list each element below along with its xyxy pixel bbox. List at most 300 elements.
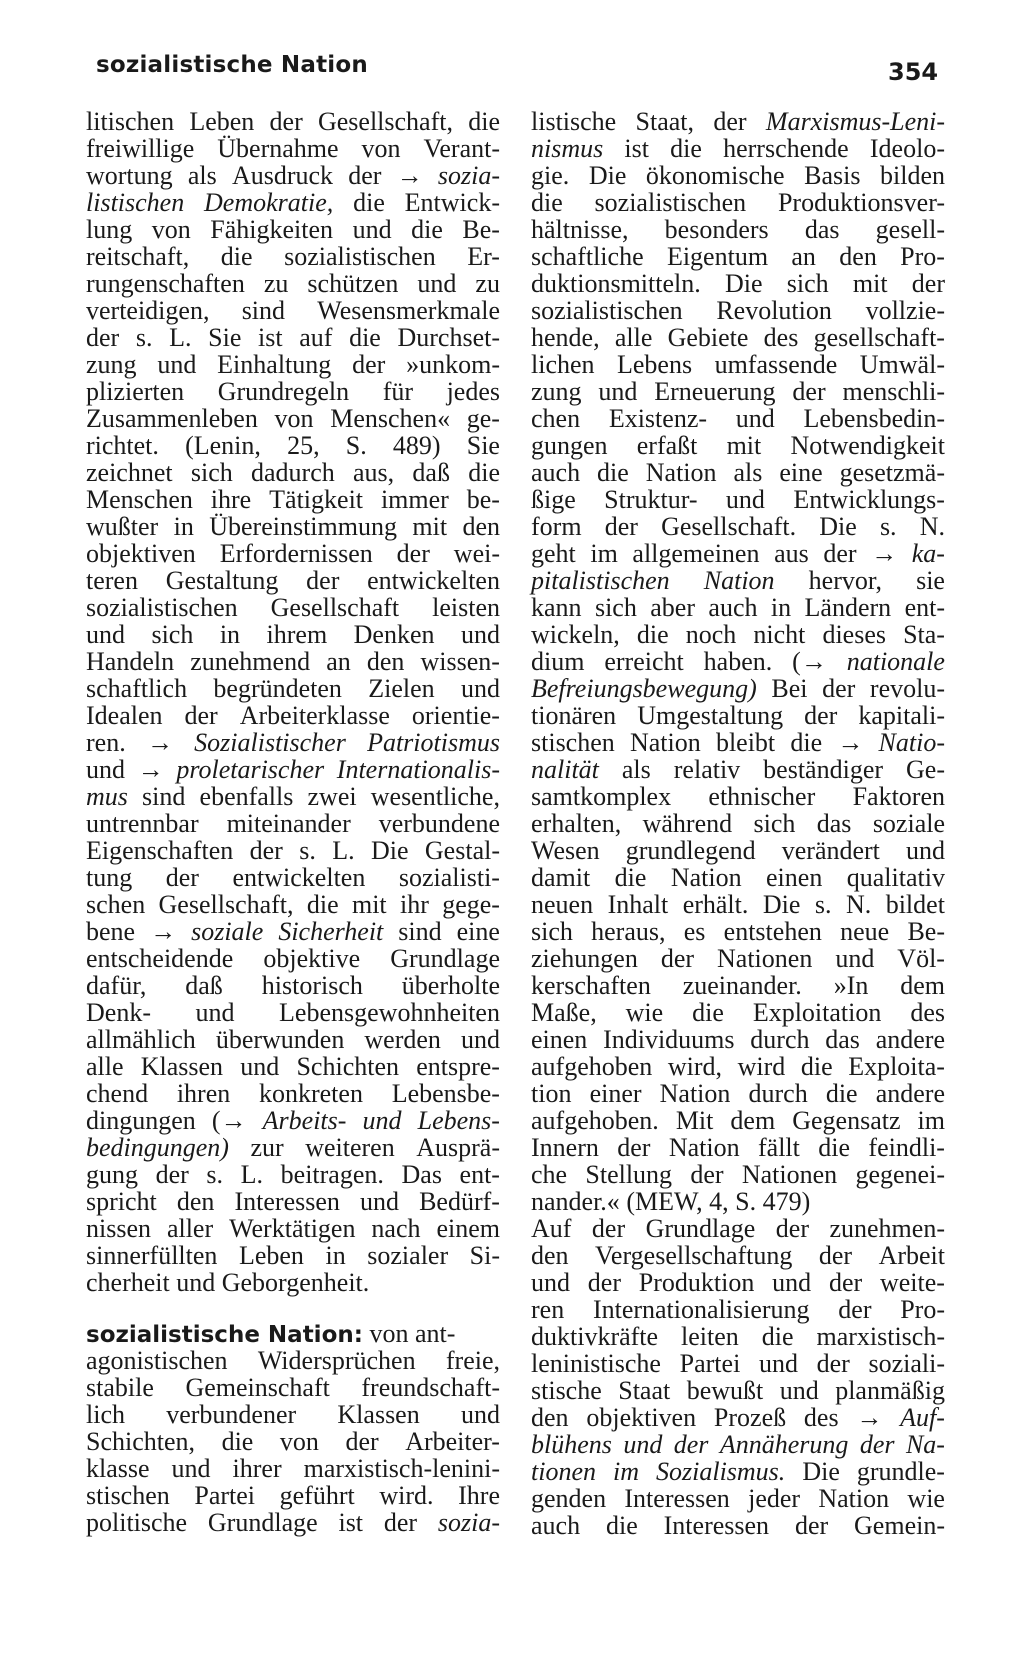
word: Gesellschaft. <box>661 512 797 541</box>
word: plizierten <box>86 377 185 406</box>
word: den <box>531 1241 569 1270</box>
word: sind <box>142 782 186 811</box>
word: → <box>150 917 177 946</box>
word: aufgehoben. <box>531 1106 659 1135</box>
word: Leben <box>189 107 255 136</box>
word: wie <box>625 998 664 1027</box>
word: der <box>591 1214 626 1243</box>
word: wie <box>907 1484 945 1513</box>
text-line <box>531 1161 945 1188</box>
text-line <box>531 1053 945 1080</box>
word: besonders <box>664 215 769 244</box>
word: zu <box>263 269 289 298</box>
text-line <box>531 270 945 297</box>
word: Eigentum <box>666 242 769 271</box>
word: leninistische <box>531 1349 661 1378</box>
word: Erfordernissen <box>219 539 373 568</box>
word: ent- <box>459 1160 500 1189</box>
word: soziale <box>872 809 945 838</box>
word: durch <box>750 1025 810 1054</box>
word: Vergesellschaftung <box>595 1241 793 1270</box>
word: feindli- <box>868 1133 945 1162</box>
text-line <box>531 432 945 459</box>
word: chen <box>531 404 581 433</box>
word: Entwicklungs- <box>793 485 945 514</box>
word: grundlegend <box>625 836 756 865</box>
word: (→ <box>211 1106 247 1135</box>
text-line <box>531 972 945 999</box>
text-line <box>86 324 500 351</box>
text-line <box>86 270 500 297</box>
word: entwickelten <box>367 566 500 595</box>
word: der <box>823 539 857 568</box>
word: Individuums <box>603 1025 735 1054</box>
text-line <box>531 297 945 324</box>
word: Zusammenleben <box>86 404 258 433</box>
text-line <box>86 1347 500 1374</box>
word: bewußt <box>686 1376 764 1405</box>
word: orientie- <box>411 701 500 730</box>
word: der <box>838 1295 872 1324</box>
word: vollzie- <box>865 296 945 325</box>
word: menschli- <box>842 377 945 406</box>
word: bedingungen) <box>86 1133 229 1162</box>
word: die <box>221 1427 254 1456</box>
text-line <box>531 675 945 702</box>
word: Tätigkeit <box>269 485 364 514</box>
word: Die <box>588 161 627 190</box>
word: das <box>816 809 852 838</box>
word: Lebensbedin- <box>803 404 945 433</box>
word: sind <box>241 296 286 325</box>
word: nach <box>371 1214 421 1243</box>
word: entscheidende <box>86 944 234 973</box>
word: hervor, <box>808 566 882 595</box>
text-line <box>86 945 500 972</box>
word: stabile <box>86 1373 154 1402</box>
word: Werktätigen <box>229 1214 356 1243</box>
word: nismus <box>531 134 604 163</box>
word: ist <box>624 134 649 163</box>
right-column-text <box>531 108 945 1539</box>
text-line <box>86 567 500 594</box>
word: heraus, <box>591 917 666 946</box>
word: ist <box>338 1508 364 1537</box>
word: die <box>411 215 443 244</box>
text-line <box>531 1512 945 1539</box>
word: ge- <box>466 404 500 433</box>
word: ethnischer <box>708 782 816 811</box>
word: rungenschaften <box>86 269 245 298</box>
word: → <box>856 1403 883 1432</box>
word: weite- <box>879 1268 945 1297</box>
word: dadurch <box>251 458 335 487</box>
word: und <box>460 1400 500 1429</box>
word: der <box>794 1511 829 1540</box>
text-line <box>531 756 945 783</box>
word: Nation <box>818 1484 890 1513</box>
word: Nation <box>659 1079 731 1108</box>
text-line <box>86 1053 500 1080</box>
word: samtkomplex <box>531 782 672 811</box>
word: in <box>173 512 194 541</box>
text-line <box>531 1350 945 1377</box>
text-line <box>86 162 500 189</box>
word: Sta- <box>903 620 945 649</box>
word: es <box>683 917 706 946</box>
word: der <box>348 161 382 190</box>
word: die <box>468 107 500 136</box>
text-line <box>531 135 945 162</box>
word: Ausdruck <box>231 161 334 190</box>
word: Die <box>762 890 801 919</box>
text-line <box>531 837 945 864</box>
word: Idealen <box>86 701 163 730</box>
word: des <box>763 323 799 352</box>
word: S. <box>735 1187 757 1216</box>
word: Stellung <box>585 1160 673 1189</box>
word: Schichten <box>296 1052 399 1081</box>
word: zwei <box>307 782 357 811</box>
text-line <box>531 1269 945 1296</box>
word: der <box>828 1268 863 1297</box>
word: Das <box>401 1160 442 1189</box>
word: blühens <box>531 1430 612 1459</box>
text-line <box>86 918 500 945</box>
word: relativ <box>673 755 741 784</box>
text-line <box>531 729 945 756</box>
word: der <box>818 1241 853 1270</box>
word: Gestal- <box>424 836 500 865</box>
word: Arbeiter- <box>405 1427 500 1456</box>
word: ka- <box>911 539 945 568</box>
word: Grundlage <box>207 1508 318 1537</box>
word: Arbeit <box>878 1241 945 1270</box>
text-line <box>86 810 500 837</box>
word: dingungen <box>86 1106 196 1135</box>
text-line <box>531 1107 945 1134</box>
word: Existenz- <box>608 404 708 433</box>
word: die <box>614 863 647 892</box>
text-line <box>86 243 500 270</box>
word: der <box>352 350 386 379</box>
word: agonistischen <box>86 1346 228 1375</box>
word: von <box>279 1427 319 1456</box>
text-line <box>86 783 500 810</box>
word: lichen <box>531 350 595 379</box>
text-line <box>531 540 945 567</box>
text-line <box>86 216 500 243</box>
word: soziale <box>191 917 264 946</box>
word: der <box>816 1349 850 1378</box>
word: soziali- <box>868 1349 945 1378</box>
left-column-text <box>86 108 500 1296</box>
text-line <box>86 1242 500 1269</box>
word: die <box>220 242 253 271</box>
word: (→ <box>792 647 827 676</box>
word: chend <box>86 1079 149 1108</box>
word: daß <box>185 971 223 1000</box>
word: Zielen <box>368 674 435 703</box>
word: sinnerfüllten <box>86 1241 218 1270</box>
word: verbundene <box>378 809 500 838</box>
word: der <box>184 701 218 730</box>
word: Internationalis- <box>336 755 500 784</box>
word: den <box>366 647 405 676</box>
word: sozialer <box>367 1241 449 1270</box>
word: ebenfalls <box>199 782 294 811</box>
word: sich <box>594 593 637 622</box>
word: 25, <box>287 431 320 460</box>
word: die <box>800 1052 833 1081</box>
word: L. <box>169 323 192 352</box>
word: Maße, <box>531 998 597 1027</box>
text-line <box>86 648 500 675</box>
word: be- <box>466 485 500 514</box>
word: Staat, <box>635 107 695 136</box>
word: an <box>326 647 351 676</box>
word: Leben <box>238 1241 304 1270</box>
word: Produktion <box>638 1268 755 1297</box>
word: Nation <box>703 566 775 595</box>
word: Er- <box>467 242 500 271</box>
word: der <box>804 701 838 730</box>
word: jedes <box>446 377 500 406</box>
word: mit <box>351 890 387 919</box>
word: marxistisch-lenini- <box>303 1454 500 1483</box>
text-line <box>86 594 500 621</box>
word: → <box>396 161 423 190</box>
word: und <box>460 1025 500 1054</box>
text-line <box>531 1080 945 1107</box>
text-line <box>531 1485 945 1512</box>
word: entwickelten <box>232 863 366 892</box>
word: s. <box>814 890 832 919</box>
word: Bedürf- <box>419 1187 500 1216</box>
word: Ausprä- <box>416 1133 500 1162</box>
word: sich <box>531 917 573 946</box>
word: in <box>325 1241 346 1270</box>
word: Marxismus-Leni- <box>765 107 945 136</box>
word: tionären <box>531 701 617 730</box>
word: mit <box>852 269 888 298</box>
word: s. <box>206 1160 224 1189</box>
word: bildet <box>885 890 945 919</box>
text-line <box>531 162 945 189</box>
word: »In <box>833 971 869 1000</box>
word: gege- <box>442 890 500 919</box>
word: sozialisti- <box>398 863 500 892</box>
text-line <box>86 1080 500 1107</box>
word: den <box>839 242 877 271</box>
word: Nationen <box>717 944 813 973</box>
text-line <box>86 486 500 513</box>
word: von <box>151 215 191 244</box>
word: wickeln, <box>531 620 620 649</box>
word: Partei <box>194 1481 256 1510</box>
word: jeder <box>748 1484 801 1513</box>
word: Bei <box>771 674 808 703</box>
word: und <box>835 944 875 973</box>
word: entspre- <box>416 1052 500 1081</box>
word: tung <box>86 863 133 892</box>
word: sozialistischen <box>531 296 683 325</box>
word: ziehungen <box>531 944 638 973</box>
text-line <box>531 1404 945 1431</box>
word: zeichnet <box>86 458 173 487</box>
word: Sozialistischer <box>194 728 346 757</box>
text-line <box>86 1455 500 1482</box>
word: listische <box>531 107 617 136</box>
text-line <box>86 405 500 432</box>
word: Sie <box>208 323 242 352</box>
word: ßige <box>531 485 576 514</box>
word: während <box>642 809 733 838</box>
word: und <box>735 404 775 433</box>
word: → <box>871 539 898 568</box>
word: N. <box>845 890 872 919</box>
word: Be- <box>907 917 945 946</box>
word: s. <box>299 836 316 865</box>
word: reitschaft, <box>86 242 190 271</box>
word: Entwick- <box>404 188 500 217</box>
word: listischen <box>86 188 185 217</box>
word: im <box>613 1457 639 1486</box>
word: zu <box>475 269 500 298</box>
text-line <box>531 783 945 810</box>
word: dem <box>900 971 945 1000</box>
word: der <box>345 1427 379 1456</box>
text-line <box>531 567 945 594</box>
word: die <box>468 458 500 487</box>
word: die <box>636 620 669 649</box>
word: den <box>531 1403 569 1432</box>
text-line <box>531 108 945 135</box>
word: sind <box>398 917 442 946</box>
word: ökonomische <box>645 161 785 190</box>
word: im <box>590 539 618 568</box>
word: Ge- <box>906 755 945 784</box>
word: neue <box>840 917 890 946</box>
word: Gebiete <box>667 323 749 352</box>
word: S. <box>345 431 367 460</box>
word: nicht <box>753 620 806 649</box>
word: Wesen <box>531 836 600 865</box>
word: (MEW, <box>626 1187 703 1216</box>
text-line <box>86 540 500 567</box>
text-line <box>86 135 500 162</box>
word: und <box>352 215 392 244</box>
word: sich <box>786 269 829 298</box>
text-line <box>86 459 500 486</box>
word: die <box>349 323 381 352</box>
word: Pro- <box>900 1295 945 1324</box>
text-line <box>86 108 500 135</box>
word: L. <box>332 836 355 865</box>
word: auf <box>299 323 333 352</box>
word: aber <box>650 593 695 622</box>
text-line <box>86 999 500 1026</box>
word: die <box>605 1511 638 1540</box>
word: lich <box>86 1400 125 1429</box>
word: einen <box>766 863 823 892</box>
word: mus <box>86 782 128 811</box>
word: der <box>822 674 856 703</box>
text-line <box>531 405 945 432</box>
word: der <box>269 107 303 136</box>
word: verteidigen, <box>86 296 210 325</box>
word: nationale <box>846 647 945 676</box>
word: und <box>725 485 765 514</box>
word: beständiger <box>763 755 884 784</box>
word: und <box>623 1430 663 1459</box>
word: Sicherheit <box>278 917 384 946</box>
word: und <box>171 1454 211 1483</box>
word: einer <box>589 1079 642 1108</box>
word: bene <box>86 917 136 946</box>
word: Menschen <box>86 485 193 514</box>
word: damit <box>531 863 591 892</box>
word: Si- <box>469 1241 500 1270</box>
word: und <box>461 674 500 703</box>
word: den <box>176 1187 215 1216</box>
word: objektive <box>263 944 361 973</box>
word: mit <box>726 431 762 460</box>
word: Widersprüchen <box>257 1346 416 1375</box>
text-line <box>531 648 945 675</box>
word: das <box>825 1025 860 1054</box>
word: leiten <box>681 1322 739 1351</box>
word: auch <box>708 593 758 622</box>
word: wird <box>737 1052 786 1081</box>
word: erhalten, <box>531 809 622 838</box>
text-line <box>531 1242 945 1269</box>
word: Pro- <box>900 242 945 271</box>
word: durch <box>748 1079 808 1108</box>
word: der <box>660 944 695 973</box>
word: klasse <box>86 1454 150 1483</box>
word: als <box>733 458 763 487</box>
word: Annäherung <box>719 1430 849 1459</box>
word: hende, <box>531 323 600 352</box>
word: Handeln <box>86 647 175 676</box>
text-line <box>86 1188 500 1215</box>
word: Grundregeln <box>217 377 350 406</box>
word: alle <box>614 323 653 352</box>
word: kann <box>531 593 582 622</box>
word: der <box>165 863 199 892</box>
word: der <box>690 1160 724 1189</box>
word: → <box>146 728 173 757</box>
word: der <box>155 1160 189 1189</box>
text-line <box>531 189 945 216</box>
word: und <box>779 1376 819 1405</box>
text-line <box>531 324 945 351</box>
word: form <box>531 512 582 541</box>
running-head: sozialistische Nation <box>96 52 368 78</box>
text-line <box>531 945 945 972</box>
text-line <box>86 513 500 540</box>
word: sie <box>916 566 945 595</box>
word: an <box>791 242 816 271</box>
word: 4, <box>709 1187 729 1216</box>
word: kapitali- <box>858 701 945 730</box>
word: und <box>360 1187 399 1216</box>
word: Na- <box>905 1430 945 1459</box>
word: als <box>621 755 651 784</box>
word: kerschaften <box>531 971 651 1000</box>
text-line <box>86 972 500 999</box>
